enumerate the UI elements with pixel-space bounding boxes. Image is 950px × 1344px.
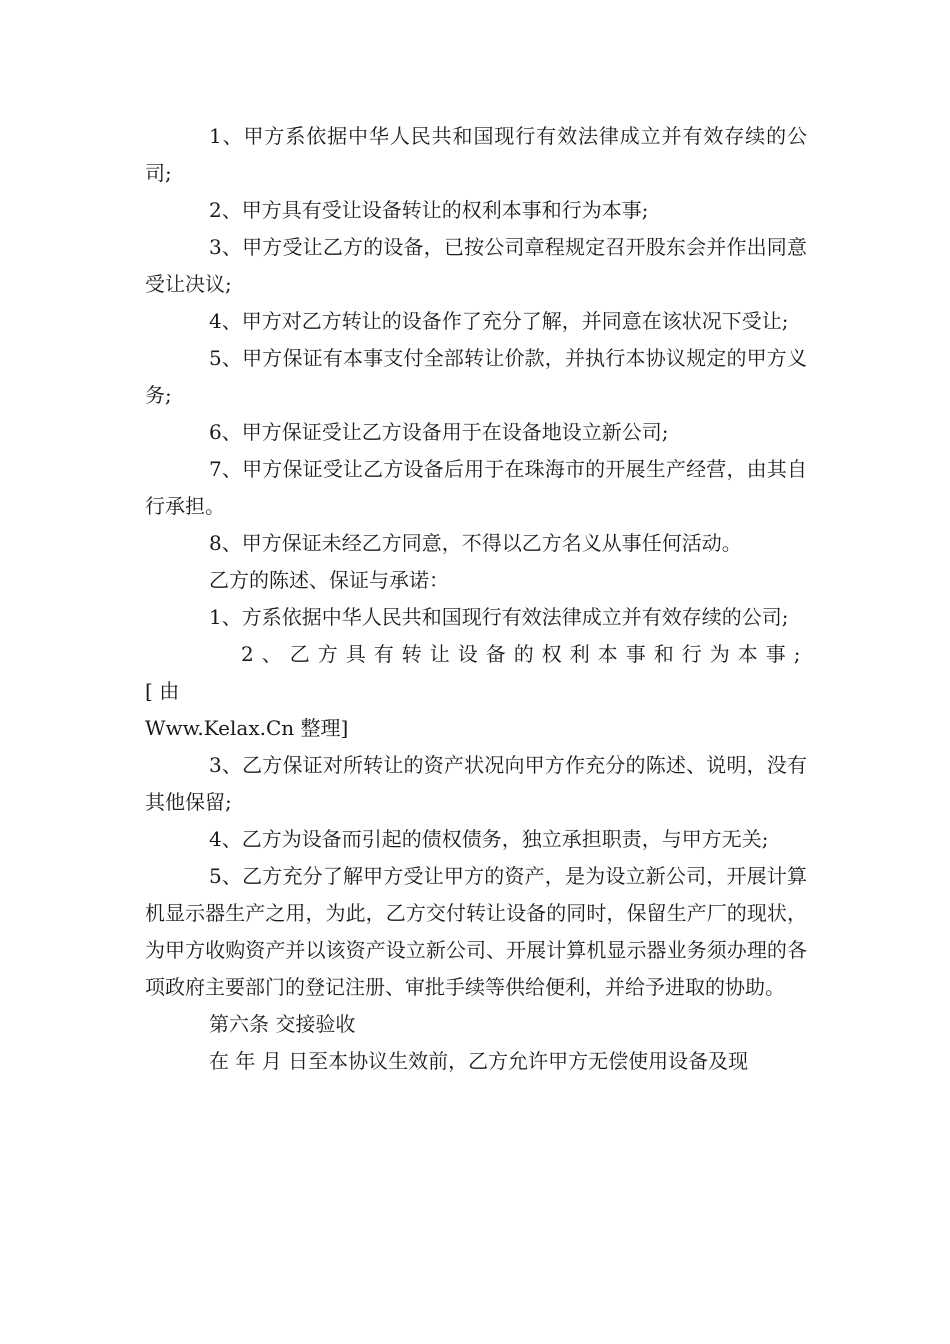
paragraph-party-b-1: 1、方系依据中华人民共和国现行有效法律成立并有效存续的公司; (209, 605, 789, 629)
paragraph-party-b-4: 4、乙方为设备而引起的债权债务，独立承担职责，与甲方无关; (209, 827, 769, 851)
document-page (145, 118, 807, 1080)
paragraph-party-a-5: 5、甲方保证有本事支付全部转让价款，并执行本协议规定的甲方义务; (145, 346, 807, 407)
paragraph-party-a-7: 7、甲方保证受让乙方设备后用于在珠海市的开展生产经营，由其自行承担。 (145, 457, 807, 518)
paragraph-party-a-4: 4、甲方对乙方转让的设备作了充分了解，并同意在该状况下受让; (209, 309, 789, 333)
paragraph-party-a-8: 8、甲方保证未经乙方同意，不得以乙方名义从事任何活动。 (209, 531, 742, 555)
paragraph-party-b-2-main: 2、乙方具有转让设备的权利本事和行为本事;[由 (145, 642, 807, 703)
paragraph-party-a-3: 3、甲方受让乙方的设备，已按公司章程规定召开股东会并作出同意受让决议; (145, 235, 807, 296)
paragraph-party-b-3: 3、乙方保证对所转让的资产状况向甲方作充分的陈述、说明，没有其他保留; (145, 753, 807, 814)
section-heading-party-b: 乙方的陈述、保证与承诺： (209, 568, 449, 592)
paragraph-party-a-6: 6、甲方保证受让乙方设备用于在设备地设立新公司; (209, 420, 669, 444)
paragraph-party-b-2-source: Www.Kelax.Cn 整理] (145, 716, 349, 740)
paragraph-party-a-2: 2、甲方具有受让设备转让的权利本事和行为本事; (209, 198, 649, 222)
article-six-heading: 第六条 交接验收 (209, 1012, 356, 1036)
paragraph-party-b-5: 5、乙方充分了解甲方受让甲方的资产，是为设立新公司，开展计算机显示器生产之用，为此，乙方交付转让设备的同时，保留生产厂的现状，为甲方收购资产并以该资产设立新公司、开展计算机显示器业务须办理的各项政府主要部门的登记注册、审批手续等供给便利，并给予进取的协助。 (145, 864, 807, 999)
paragraph-party-a-1: 1、甲方系依据中华人民共和国现行有效法律成立并有效存续的公司; (145, 124, 807, 185)
paragraph-party-b-2 (145, 636, 807, 747)
paragraph-article-six-1: 在 年 月 日至本协议生效前，乙方允许甲方无偿使用设备及现 (209, 1049, 749, 1073)
